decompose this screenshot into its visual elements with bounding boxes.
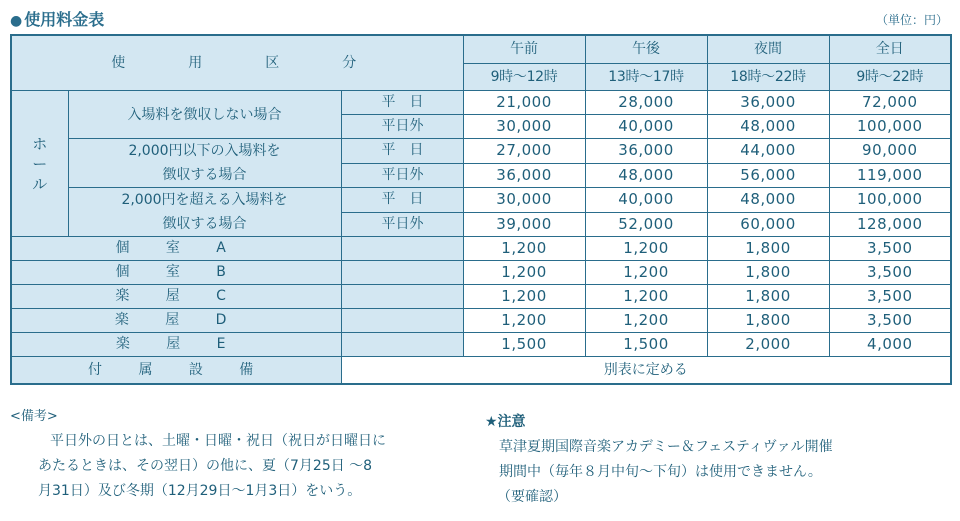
fee-value: 1,500 xyxy=(463,333,585,357)
kubun-char: 分 xyxy=(342,55,364,71)
caution-section xyxy=(485,404,955,510)
col-header-night: 夜間 xyxy=(707,35,829,63)
caution-line: 草津夏期国際音楽アカデミー＆フェスティヴァル開催 xyxy=(499,439,833,455)
fee-value: 1,200 xyxy=(463,261,585,285)
category-line: 2,000円以下の入場料を xyxy=(128,143,281,159)
fee-value: 3,500 xyxy=(829,261,951,285)
fee-value: 48,000 xyxy=(707,188,829,213)
remarks-line: あたるときは、その翌日）の他に、夏（7月25日 ～8 xyxy=(38,458,373,474)
col-header-morning: 午前 xyxy=(463,35,585,63)
header-row xyxy=(11,35,951,63)
fee-value: 44,000 xyxy=(707,139,829,164)
fee-value: 60,000 xyxy=(707,212,829,237)
fee-value: 30,000 xyxy=(463,188,585,213)
remarks-body xyxy=(10,429,480,504)
col-time-afternoon: 13時～17時 xyxy=(585,63,707,90)
unit-note: （単位：円） xyxy=(875,13,948,27)
remarks-label: <備考> xyxy=(10,409,58,424)
hall-label-char: ル xyxy=(32,174,48,193)
hall-label-char: ー xyxy=(32,154,48,173)
room-day-blank xyxy=(341,285,463,309)
col-time-night: 18時～22時 xyxy=(707,63,829,90)
fee-value: 52,000 xyxy=(585,212,707,237)
room-name: 楽 屋 C xyxy=(11,285,341,309)
fee-value: 1,200 xyxy=(463,237,585,261)
category-line: 徴収する場合 xyxy=(162,167,247,183)
fee-value: 36,000 xyxy=(463,163,585,188)
fee-value: 28,000 xyxy=(585,91,707,115)
fee-value: 21,000 xyxy=(463,91,585,115)
category-line: 2,000円を超える入場料を xyxy=(121,192,288,208)
day-type: 平 日 xyxy=(341,188,463,213)
fee-value: 128,000 xyxy=(829,212,951,237)
table-row xyxy=(11,188,951,213)
fee-value: 1,200 xyxy=(585,261,707,285)
room-name: 個 室 B xyxy=(11,261,341,285)
room-day-blank xyxy=(341,261,463,285)
equipment-value: 別表に定める xyxy=(341,357,951,385)
fee-value: 72,000 xyxy=(829,91,951,115)
day-type: 平 日 xyxy=(341,91,463,115)
fee-value: 48,000 xyxy=(585,163,707,188)
category-fee-over-2000 xyxy=(68,188,341,237)
fee-value: 119,000 xyxy=(829,163,951,188)
fee-value: 90,000 xyxy=(829,139,951,164)
fee-value: 1,200 xyxy=(463,309,585,333)
room-day-blank xyxy=(341,333,463,357)
remarks-section xyxy=(10,404,480,504)
room-day-blank xyxy=(341,309,463,333)
room-name: 楽 屋 E xyxy=(11,333,341,357)
fee-value: 100,000 xyxy=(829,115,951,139)
fee-value: 48,000 xyxy=(707,115,829,139)
fee-value: 3,500 xyxy=(829,309,951,333)
hall-label-char: ホ xyxy=(32,134,48,153)
fee-value: 40,000 xyxy=(585,188,707,213)
fee-value: 36,000 xyxy=(707,91,829,115)
category-line: 徴収する場合 xyxy=(162,216,247,232)
fee-value: 1,200 xyxy=(463,285,585,309)
fee-value: 56,000 xyxy=(707,163,829,188)
fee-value: 39,000 xyxy=(463,212,585,237)
day-type: 平 日 xyxy=(341,139,463,164)
fee-value: 1,800 xyxy=(707,261,829,285)
fee-value: 4,000 xyxy=(829,333,951,357)
fee-value: 2,000 xyxy=(707,333,829,357)
fee-value: 30,000 xyxy=(463,115,585,139)
category-line: 入場料を徴収しない場合 xyxy=(127,106,282,123)
remarks-line: 月31日）及び冬期（12月29日～1月3日）をいう。 xyxy=(38,483,362,499)
fee-value: 1,200 xyxy=(585,237,707,261)
fee-table xyxy=(10,34,952,385)
day-type: 平日外 xyxy=(341,212,463,237)
category-no-fee xyxy=(68,91,341,139)
table-row xyxy=(11,285,951,309)
title-text: 使用料金表 xyxy=(24,10,105,29)
col-header-allday: 全日 xyxy=(829,35,951,63)
table-row xyxy=(11,309,951,333)
table-row xyxy=(11,91,951,115)
table-row xyxy=(11,261,951,285)
caution-label: ★注意 xyxy=(485,414,526,430)
day-type: 平日外 xyxy=(341,163,463,188)
fee-value: 1,200 xyxy=(585,309,707,333)
fee-value: 40,000 xyxy=(585,115,707,139)
fee-value: 100,000 xyxy=(829,188,951,213)
fee-value: 1,500 xyxy=(585,333,707,357)
fee-value: 1,800 xyxy=(707,237,829,261)
confirm-note: （要確認） xyxy=(497,489,567,505)
table-row xyxy=(11,139,951,164)
fee-value: 27,000 xyxy=(463,139,585,164)
table-row xyxy=(11,357,951,385)
room-name: 個 室 A xyxy=(11,237,341,261)
fee-value: 1,200 xyxy=(585,285,707,309)
table-row xyxy=(11,333,951,357)
title-row xyxy=(10,7,952,29)
table-row xyxy=(11,237,951,261)
caution-body xyxy=(485,435,955,485)
col-time-allday: 9時～22時 xyxy=(829,63,951,90)
kubun-char: 区 xyxy=(265,55,287,71)
kubun-char: 使 xyxy=(111,55,133,71)
hall-label xyxy=(11,91,68,237)
room-name: 楽 屋 D xyxy=(11,309,341,333)
remarks-line: 平日外の日とは、土曜・日曜・祝日（祝日が日曜日に xyxy=(50,433,386,449)
fee-value: 36,000 xyxy=(585,139,707,164)
category-fee-under-2000 xyxy=(68,139,341,188)
header-kubun xyxy=(11,35,463,91)
bullet-icon: ● xyxy=(10,13,23,29)
col-time-morning: 9時～12時 xyxy=(463,63,585,90)
room-day-blank xyxy=(341,237,463,261)
col-header-afternoon: 午後 xyxy=(585,35,707,63)
caution-line: 期間中（毎年８月中旬～下旬）は使用できません。 xyxy=(499,464,822,480)
equipment-name: 付 属 設 備 xyxy=(11,357,341,385)
fee-value: 3,500 xyxy=(829,237,951,261)
fee-value: 1,800 xyxy=(707,309,829,333)
fee-value: 1,800 xyxy=(707,285,829,309)
page-title xyxy=(10,7,104,30)
fee-value: 3,500 xyxy=(829,285,951,309)
kubun-char: 用 xyxy=(188,55,210,71)
day-type: 平日外 xyxy=(341,115,463,139)
